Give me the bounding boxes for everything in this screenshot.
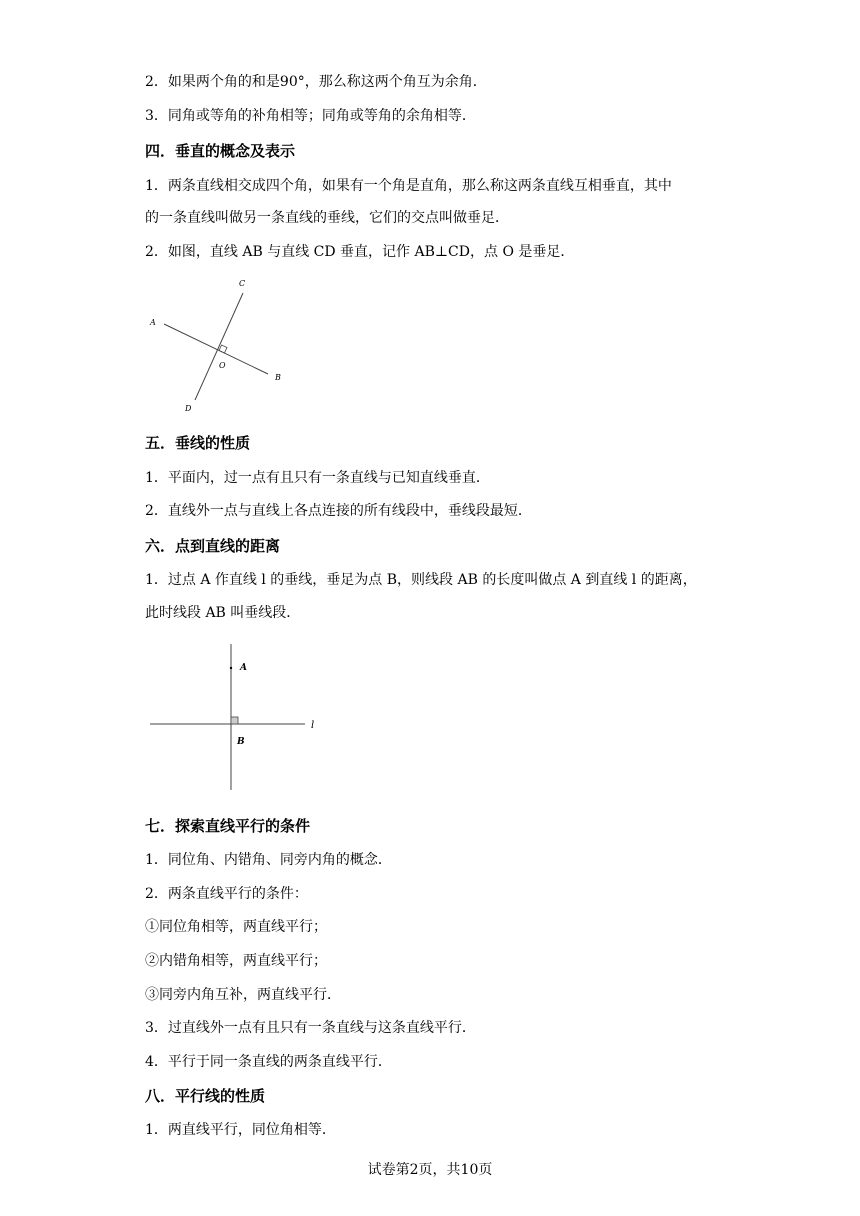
label-l: l (311, 720, 315, 731)
label-b: B (237, 737, 245, 747)
text-line: 1．两直线平行，同位角相等． (145, 1122, 336, 1138)
perpendicular-figure-ab-cd (140, 276, 300, 416)
section-heading-6: 六．点到直线的距离 (145, 537, 281, 555)
label-d: D (185, 404, 192, 413)
text-line: 3．过直线外一点有且只有一条直线与这条直线平行． (145, 1020, 476, 1036)
text-line: 1．平面内，过一点有且只有一条直线与已知直线垂直． (145, 470, 490, 486)
section-heading-5: 五．垂线的性质 (145, 434, 251, 452)
text-line: 4．平行于同一条直线的两条直线平行． (145, 1054, 392, 1070)
line-ab (164, 324, 268, 374)
text-line: 3．同角或等角的补角相等；同角或等角的余角相等． (145, 108, 476, 124)
point-a (230, 667, 232, 669)
label-a: A (240, 663, 247, 673)
label-a: A (150, 318, 156, 327)
label-o: O (219, 361, 226, 370)
text-line: 1．同位角、内错角、同旁内角的概念． (145, 852, 392, 868)
label-c: C (239, 279, 246, 288)
right-angle-mark (219, 345, 227, 353)
section-heading-7: 七．探索直线平行的条件 (145, 817, 311, 835)
text-line: ②内错角相等，两直线平行； (145, 953, 327, 969)
section-heading-8: 八．平行线的性质 (145, 1087, 266, 1105)
text-line: ③同旁内角互补，两直线平行． (145, 987, 341, 1003)
text-line: 2．两条直线平行的条件： (145, 886, 308, 902)
text-line: ①同位角相等，两直线平行； (145, 919, 327, 935)
text-line: 1．过点 A 作直线 l 的垂线，垂足为点 B，则线段 AB 的长度叫做点 A 到直线 l 的距离， (145, 572, 697, 588)
text-line: 的一条直线叫做另一条直线的垂线，它们的交点叫做垂足． (145, 210, 509, 226)
text-line: 1．两条直线相交成四个角，如果有一个角是直角，那么称这两条直线互相垂直，其中 (145, 178, 672, 194)
text-line: 2．如果两个角的和是90°，那么称这两个角互为余角． (145, 74, 487, 90)
line-cd (195, 293, 243, 400)
label-b: B (275, 373, 281, 382)
section-heading-4: 四．垂直的概念及表示 (145, 142, 296, 160)
page-footer: 试卷第2页，共10页 (367, 1162, 493, 1178)
text-line: 此时线段 AB 叫垂线段． (145, 605, 301, 621)
right-angle-mark (231, 717, 238, 724)
text-line: 2．如图，直线 AB 与直线 CD 垂直，记作 AB⊥CD，点 O 是垂足． (145, 244, 575, 260)
point-to-line-distance-figure (145, 640, 335, 795)
text-line: 2．直线外一点与直线上各点连接的所有线段中，垂线段最短． (145, 503, 532, 519)
